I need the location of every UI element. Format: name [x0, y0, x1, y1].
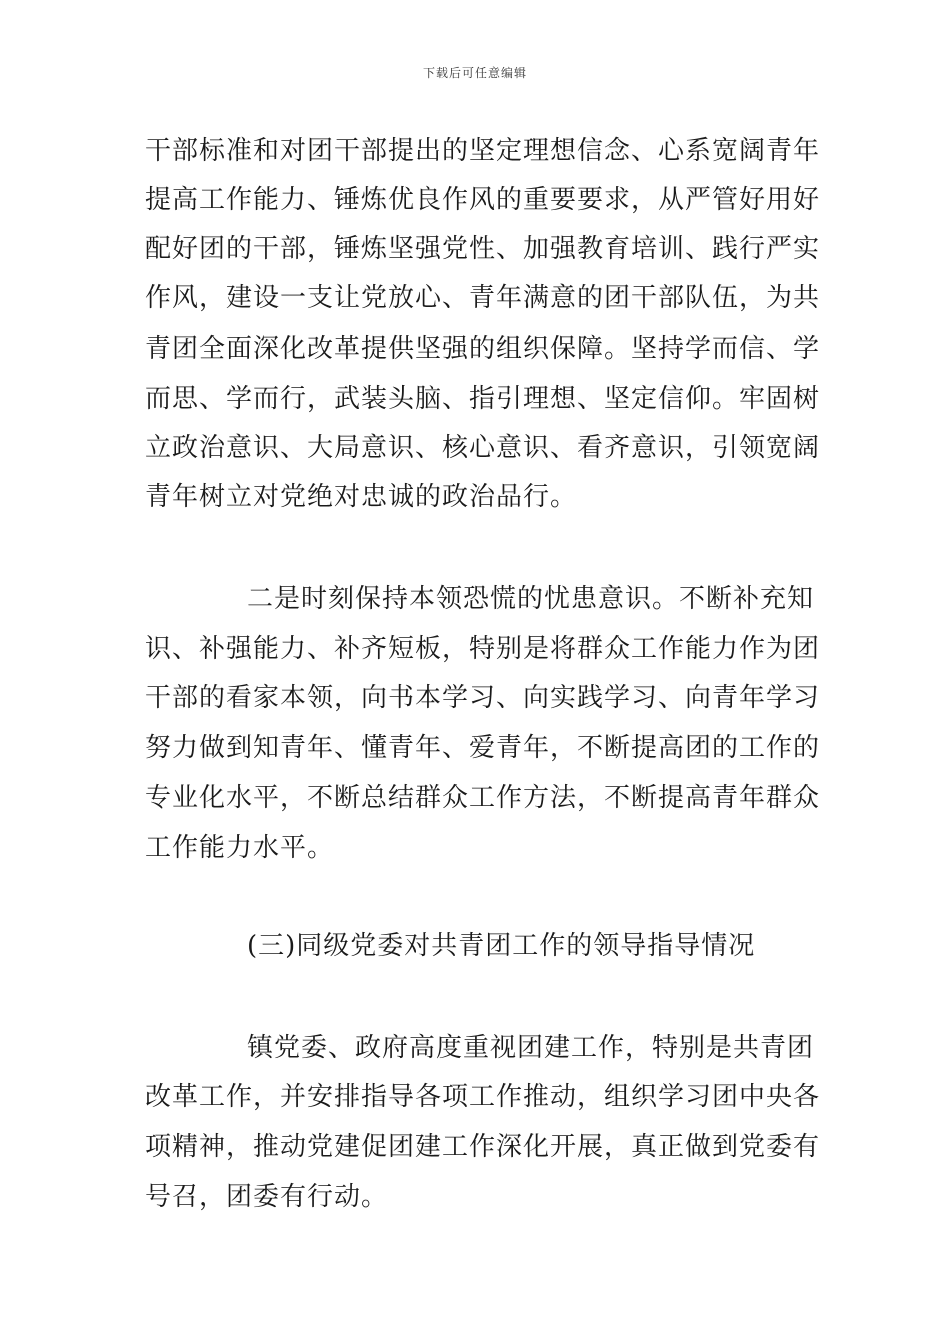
text-line: 识、补强能力、补齐短板，特别是将群众工作能力作为团 — [145, 634, 821, 664]
section-heading: (三)同级党委对共青团工作的领导指导情况 — [247, 931, 756, 961]
text-line: 镇党委、政府高度重视团建工作，特别是共青团 — [247, 1033, 815, 1063]
text-line: 立政治意识、大局意识、核心意识、看齐意识，引领宽阔 — [145, 433, 821, 463]
text-line: 作风，建设一支让党放心、青年满意的团干部队伍，为共 — [145, 283, 821, 313]
text-line: 二是时刻保持本领恐慌的忧患意识。不断补充知 — [247, 584, 815, 614]
text-line: 改革工作，并安排指导各项工作推动，组织学习团中央各 — [145, 1082, 821, 1112]
page-header: 下载后可任意编辑 — [422, 66, 527, 80]
text-line: 青年树立对党绝对忠诚的政治品行。 — [145, 482, 578, 512]
text-line: 努力做到知青年、懂青年、爱青年，不断提高团的工作的 — [145, 733, 821, 763]
text-line: 提高工作能力、锤炼优良作风的重要要求，从严管好用好 — [145, 185, 821, 215]
text-line: 号召，团委有行动。 — [145, 1182, 389, 1212]
text-line: 青团全面深化改革提供坚强的组织保障。坚持学而信、学 — [145, 334, 821, 364]
text-line: 干部的看家本领，向书本学习、向实践学习、向青年学习 — [145, 683, 821, 713]
text-line: 工作能力水平。 — [145, 833, 335, 863]
text-line: 而思、学而行，武装头脑、指引理想、坚定信仰。牢固树 — [145, 384, 821, 414]
text-line: 专业化水平，不断总结群众工作方法，不断提高青年群众 — [145, 783, 821, 813]
text-line: 配好团的干部，锤炼坚强党性、加强教育培训、践行严实 — [145, 234, 821, 264]
text-line: 项精神，推动党建促团建工作深化开展，真正做到党委有 — [145, 1132, 821, 1162]
text-line: 干部标准和对团干部提出的坚定理想信念、心系宽阔青年 — [145, 136, 821, 166]
